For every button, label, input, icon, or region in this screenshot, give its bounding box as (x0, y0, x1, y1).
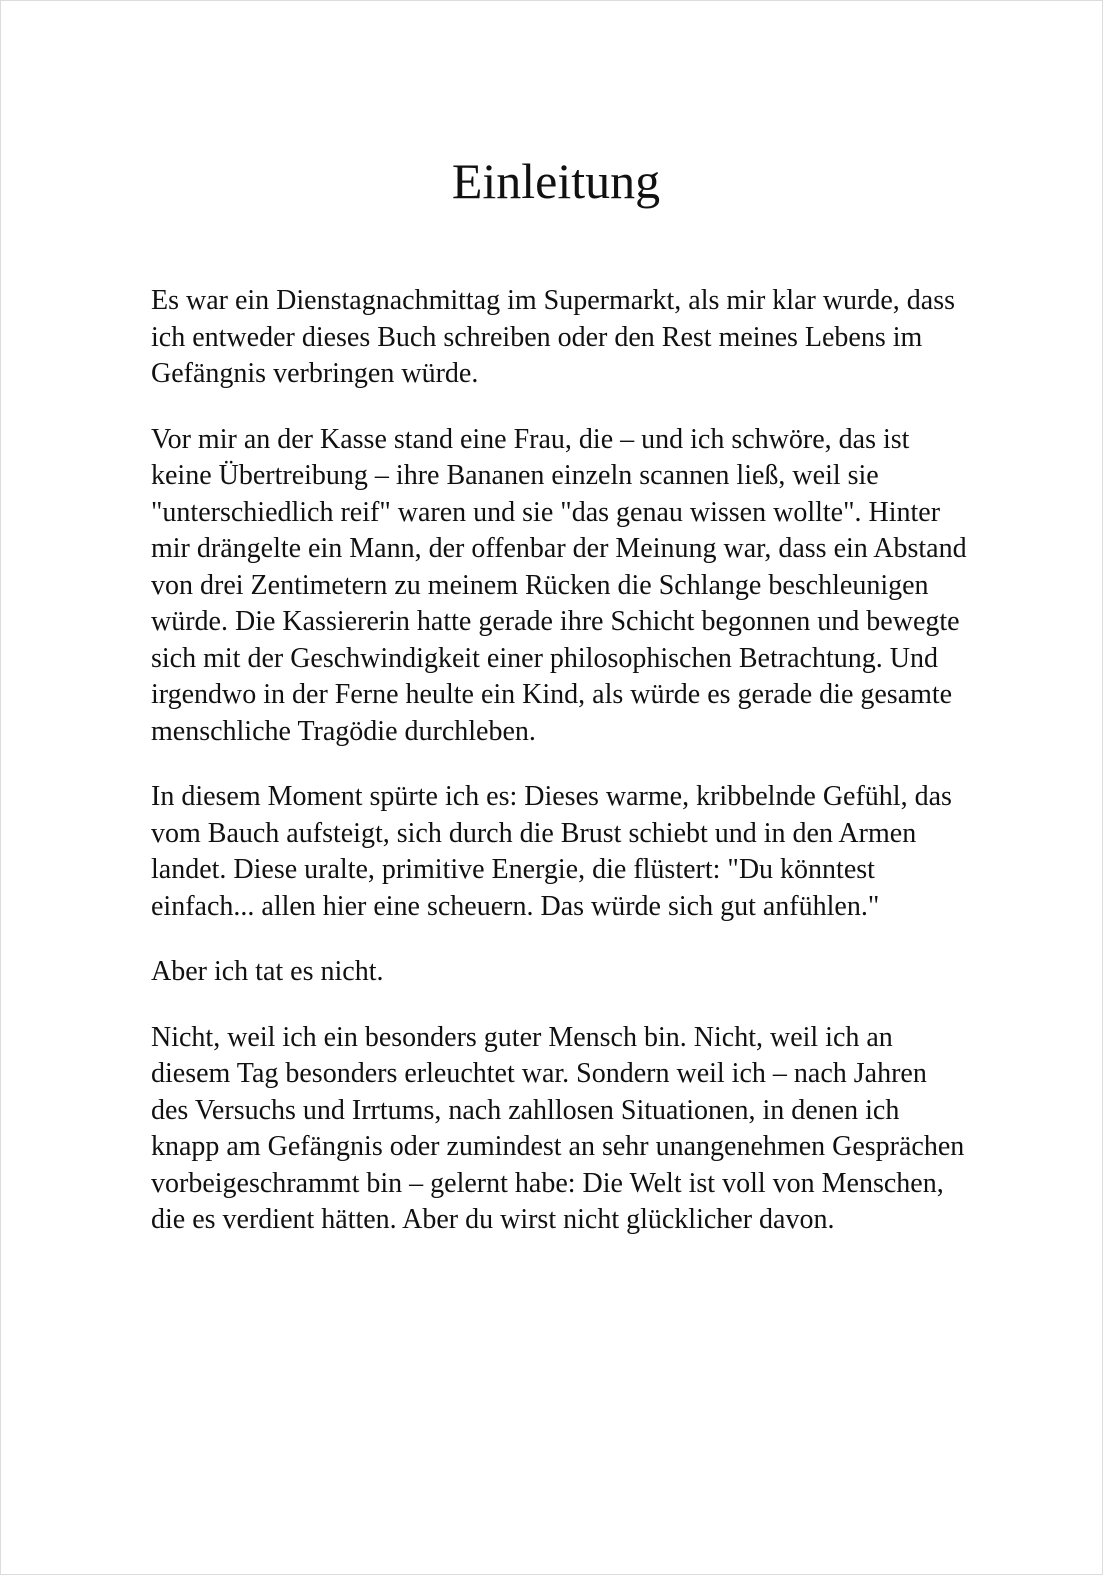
chapter-title: Einleitung (451, 153, 661, 209)
paragraph-5: Nicht, weil ich ein besonders guter Mensch bin. Nicht, weil ich an diesem Tag besonders erleuchtet war. Sondern weil ich – nach Jahren des Versuchs und Irrtums, nach zahllosen Situationen, in denen ich knapp am Gefängnis oder zumindest an sehr unangenehmen Gesprächen vorbeigeschrammt bin – gelernt habe: Die Welt ist voll von Menschen, die es verdient hätten. Aber du wirst nicht glücklicher davon. (151, 1021, 965, 1235)
paragraph-1: Es war ein Dienstagnachmittag im Supermarkt, als mir klar wurde, dass ich entweder dieses Buch schreiben oder den Rest meines Lebens im Gefängnis verbringen würde. (151, 285, 956, 389)
paragraph-3: In diesem Moment spürte ich es: Dieses warme, kribbelnde Gefühl, das vom Bauch aufsteigt, sich durch die Brust schiebt und in den Armen landet. Diese uralte, primitive Energie, die flüstert: "Du könntest einfach... allen hier eine scheuern. Das würde sich gut anfühlen." (151, 781, 952, 922)
paragraph-4: Aber ich tat es nicht. (151, 956, 384, 987)
paragraph-2: Vor mir an der Kasse stand eine Frau, die – und ich schwöre, das ist keine Übertreibung – ihre Bananen einzeln scannen ließ, weil sie "unterschiedlich reif" waren und sie "das genau wissen wollte". Hinter mir drängelte ein Mann, der offenbar der Meinung war, dass ein Abstand von drei Zentimetern zu meinem Rücken die Schlange beschleunigen würde. Die Kassiererin hatte gerade ihre Schicht begonnen und bewegte sich mit der Geschwindigkeit einer philosophischen Betrachtung. Und irgendwo in der Ferne heulte ein Kind, als würde es gerade die gesamte menschliche Tragödie durchleben. (151, 423, 967, 747)
document-content (151, 151, 971, 1268)
